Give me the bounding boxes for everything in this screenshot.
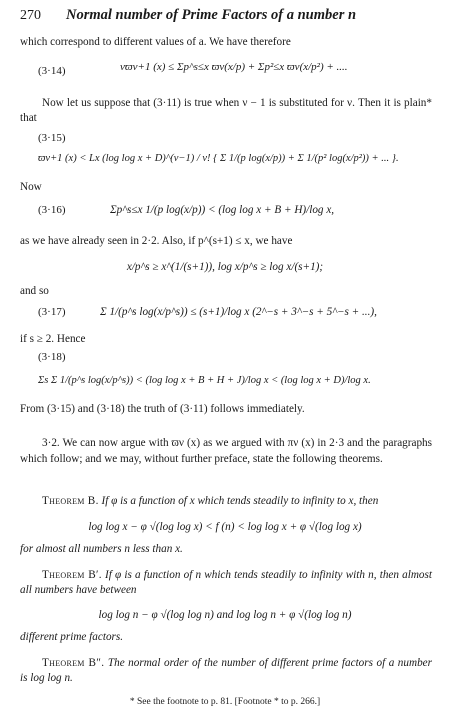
intro-line: which correspond to different values of a. We have therefore xyxy=(20,36,291,48)
eq-3-16: Σp^s≤x 1/(p log(x/p)) < (log log x + B + H)/log x, xyxy=(110,204,335,216)
now-text: Now xyxy=(20,181,42,193)
eq-3-16-label: (3·16) xyxy=(38,204,66,216)
eq-3-14 xyxy=(120,60,348,74)
theorem-b-double-prime-heading: Theorem B″. xyxy=(42,657,105,669)
eq-inequalities: x/p^s ≥ x^(1/(s+1)), log x/p^s ≥ log x/(s+1); xyxy=(126,261,324,273)
page-number: 270 xyxy=(20,8,41,23)
eq-3-18-label: (3·18) xyxy=(38,351,66,363)
para-from: From (3·15) and (3·18) the truth of (3·11) follows immediately. xyxy=(20,403,305,415)
theorem-b-tail: for almost all numbers n less than x. xyxy=(20,543,183,555)
eq-3-18: Σs Σ 1/(p^s log(x/p^s)) < (log log x + B + H + J)/log x < (log log x + D)/log x. xyxy=(38,375,371,386)
para-suppose: Now let us suppose that (3·11) is true when ν − 1 is substituted for ν. Then it is plain* that xyxy=(20,97,432,124)
theorem-b-prime xyxy=(20,568,432,597)
theorem-b-equation: log log x − φ √(log log x) < f (n) < log log x + φ √(log log x) xyxy=(88,521,362,533)
theorem-b-double-prime-statement: The normal order of the number of different prime factors of a number is log log n. xyxy=(20,657,432,684)
theorem-b xyxy=(20,494,432,509)
theorem-b-double-prime xyxy=(20,656,432,685)
eq-3-17: Σ 1/(p^s log(x/p^s)) ≤ (s+1)/log x (2^−s + 3^−s + 5^−s + ...), xyxy=(100,306,377,318)
theorem-b-prime-equation: log log n − φ √(log log n) and log log n + φ √(log log n) xyxy=(98,609,352,621)
eq-3-15-label: (3·15) xyxy=(38,132,66,144)
and-so-text: and so xyxy=(20,285,49,297)
eq-3-14-label: (3·14) xyxy=(38,65,66,77)
theorem-b-heading: Theorem B. xyxy=(42,495,99,507)
if-s-text: if s ≥ 2. Hence xyxy=(20,333,86,345)
theorem-b-prime-tail: different prime factors. xyxy=(20,631,124,643)
eq-3-15: ϖν+1 (x) < Lx (log log x + D)^(ν−1) / ν! { Σ 1/(p log(x/p)) + Σ 1/(p² log(x/p²)) + ... }. xyxy=(38,153,399,164)
para-as-seen: as we have already seen in 2·2. Also, if p^(s+1) ≤ x, we have xyxy=(20,235,293,247)
theorem-b-prime-statement: If φ is a function of n which tends steadily to infinity with n, then almost all numbers have between xyxy=(20,569,432,596)
footnote: * See the footnote to p. 81. [Footnote * to p. 266.] xyxy=(129,697,321,707)
eq-3-17-label: (3·17) xyxy=(38,306,66,318)
eq-3-14-text: νϖν+1 (x) ≤ Σp^s≤x ϖν(x/p) + Σp²≤x ϖν(x/p²) + .... xyxy=(120,61,348,73)
running-title: Normal number of Prime Factors of a number n xyxy=(66,7,357,23)
para-3-2: 3·2. We can now argue with ϖν (x) as we argued with πν (x) in 2·3 and the paragraphs which follow; and we may, without further preface, state the following theorems. xyxy=(20,437,432,465)
theorem-b-prime-heading: Theorem B′. xyxy=(42,569,102,581)
theorem-b-statement: If φ is a function of x which tends steadily to infinity to x, then xyxy=(101,495,379,507)
